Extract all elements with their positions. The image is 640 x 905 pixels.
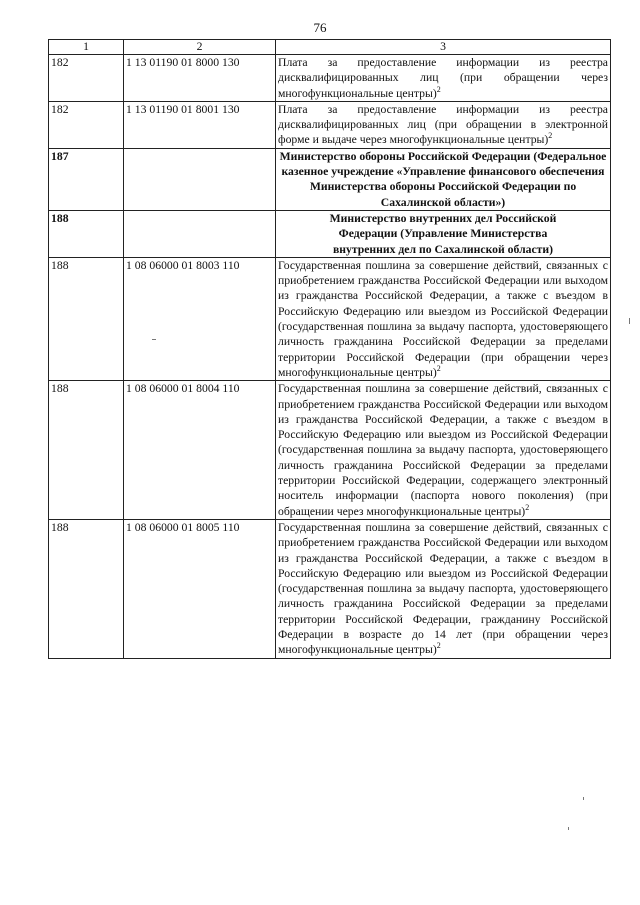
footnote-mark: 2 [436,84,441,94]
footnote-mark: 2 [525,502,530,512]
page-number: 76 [313,20,327,35]
description-cell [276,381,611,520]
organization-heading: Министерство обороны Российской Федерации (Федеральное казенное учреждение «Управление финансового обеспечения Министерства обороны Российской Федерации по Сахалинской области») [276,148,611,210]
admin-code-cell: 188 [49,381,124,520]
description-text: Плата за предоставление информации из реестра дисквалифицированных лиц (при обращении в электронной форме и выдаче через многофункциональные центры) [278,102,608,147]
table-row-organization [49,210,611,257]
description-text: Государственная пошлина за совершение действий, связанных с приобретением гражданства Российской Федерации или выходом из гражданства Российской Федерации, а также с въездом в Российскую Федерацию или выездом из Российской Федерации (государственная пошлина за выдачу паспорта, удостоверяющего личность гражданина Российской Федерации за пределами территории Российской Федерации (при обращении через многофункциональные центры) [278,258,608,379]
table-header-row [49,40,611,55]
admin-code-cell: 182 [49,101,124,148]
admin-code-cell: 188 [49,257,124,380]
table-row [49,257,611,380]
admin-code-cell: 182 [49,55,124,102]
scan-speck [629,318,630,324]
description-text: Плата за предоставление информации из реестра дисквалифицированных лиц (при обращении через многофункциональные центры) [278,56,608,100]
description-cell [276,519,611,658]
column-header-3: 3 [276,40,611,55]
description-text: Государственная пошлина за совершение действий, связанных с приобретением гражданства Российской Федерации или выходом из гражданства Российской Федерации, а также с въездом в Российскую Федерацию или выездом из Российской Федерации (государственная пошлина за выдачу паспорта, удостоверяющего личность гражданина Российской Федерации за пределами территории Российской Федерации, содержащего электронный носитель информации (паспорта нового поколения) (при обращении через многофункциональные центры) [278,382,608,518]
footnote-mark: 2 [436,364,441,374]
admin-code-cell: 188 [49,519,124,658]
budget-code-cell [124,210,276,257]
description-cell [276,257,611,380]
scan-speck [583,797,584,800]
table-row [49,55,611,102]
budget-code-cell: 1 08 06000 01 8005 110 [124,519,276,658]
table-row [49,381,611,520]
budget-code-table [48,39,611,659]
budget-code-cell: 1 13 01190 01 8000 130 [124,55,276,102]
table-row [49,101,611,148]
budget-code-cell: 1 08 06000 01 8004 110 [124,381,276,520]
admin-code-cell: 187 [49,148,124,210]
description-cell [276,101,611,148]
organization-heading: Министерство внутренних дел Российской Федерации (Управление Министерства внутренних дел по Сахалинской области) [276,210,611,257]
admin-code-cell: 188 [49,210,124,257]
budget-code-cell: 1 13 01190 01 8001 130 [124,101,276,148]
column-header-2: 2 [124,40,276,55]
footnote-mark: 2 [436,641,441,651]
description-cell [276,55,611,102]
description-text: Государственная пошлина за совершение действий, связанных с приобретением гражданства Российской Федерации или выходом из гражданства Российской Федерации, а также с въездом в Российскую Федерацию или выездом из Российской Федерации (государственная пошлина за выдачу паспорта, удостоверяющего личность гражданина Российской Федерации за пределами территории Российской Федерации, гражданину Российской Федерации в возрасте до 14 лет (при обращении через многофункциональные центры) [278,520,608,657]
table-row [49,519,611,658]
budget-code-cell [124,148,276,210]
budget-code-cell: 1 08 06000 01 8003 110 [124,257,276,380]
column-header-1: 1 [49,40,124,55]
footnote-mark: 2 [548,131,553,141]
table-row-organization [49,148,611,210]
scan-speck [568,827,569,830]
scan-speck [152,339,156,340]
